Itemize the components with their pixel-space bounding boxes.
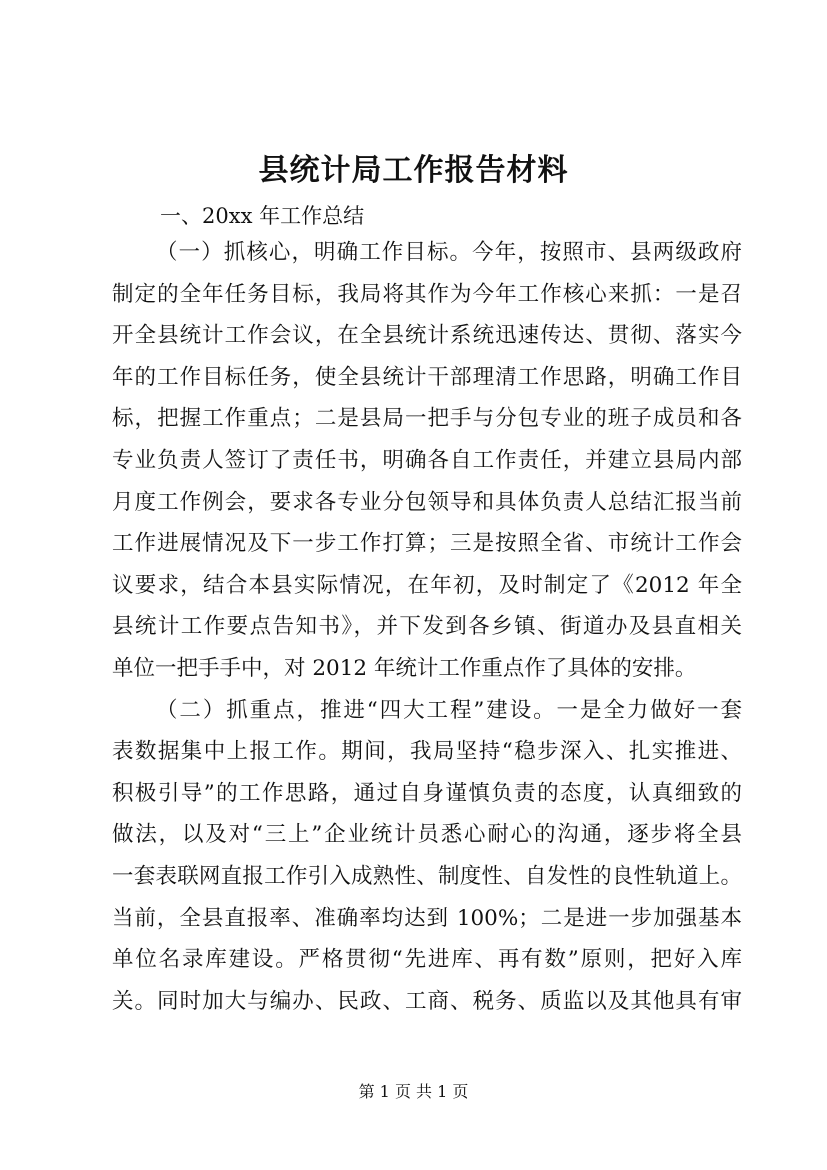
text-line: 当前，全县直报率、准确率均达到 100%；二是进一步加强基本: [112, 905, 742, 931]
text-line: 关。同时加大与编办、民政、工商、税务、质监以及其他具有审: [112, 988, 742, 1014]
text-line: 专业负责人签订了责任书，明确各自工作责任，并建立县局内部: [112, 447, 742, 473]
text-line: （二）抓重点，推进“四大工程”建设。一是全力做好一套: [156, 697, 742, 723]
text-line: 议要求，结合本县实际情况，在年初，及时制定了《2012 年全: [112, 572, 742, 598]
text-line: 年的工作目标任务，使全县统计干部理清工作思路，明确工作目: [112, 364, 742, 390]
text-line: 积极引导”的工作思路，通过自身谨慎负责的态度，认真细致的: [112, 780, 742, 806]
section-heading: 一、20xx 年工作总结: [160, 204, 365, 228]
text-line: 工作进展情况及下一步工作打算；三是按照全省、市统计工作会: [112, 531, 742, 557]
text-line: 月度工作例会，要求各专业分包领导和具体负责人总结汇报当前: [112, 489, 742, 515]
text-line: 单位一把手手中，对 2012 年统计工作重点作了具体的安排。: [112, 655, 697, 681]
text-line: 标，把握工作重点；二是县局一把手与分包专业的班子成员和各: [112, 406, 742, 432]
text-line: 表数据集中上报工作。期间，我局坚持“稳步深入、扎实推进、: [112, 739, 742, 765]
body-text: [112, 232, 742, 1022]
text-line: 县统计工作要点告知书》，并下发到各乡镇、街道办及县直相关: [112, 614, 742, 640]
text-line: 开全县统计工作会议，在全县统计系统迅速传达、贯彻、落实今: [112, 323, 742, 349]
page-footer: 第 1 页 共 1 页: [358, 1082, 469, 1101]
text-line: 单位名录库建设。严格贯彻“先进库、再有数”原则，把好入库: [112, 947, 742, 973]
text-line: 一套表联网直报工作引入成熟性、制度性、自发性的良性轨道上。: [112, 863, 742, 889]
document-title: 县统计局工作报告材料: [258, 153, 569, 188]
text-line: 做法，以及对“三上”企业统计员悉心耐心的沟通，逐步将全县: [112, 822, 742, 848]
text-line: 制定的全年任务目标，我局将其作为今年工作核心来抓：一是召: [112, 281, 742, 307]
text-line: （一）抓核心，明确工作目标。今年，按照市、县两级政府: [156, 240, 742, 265]
